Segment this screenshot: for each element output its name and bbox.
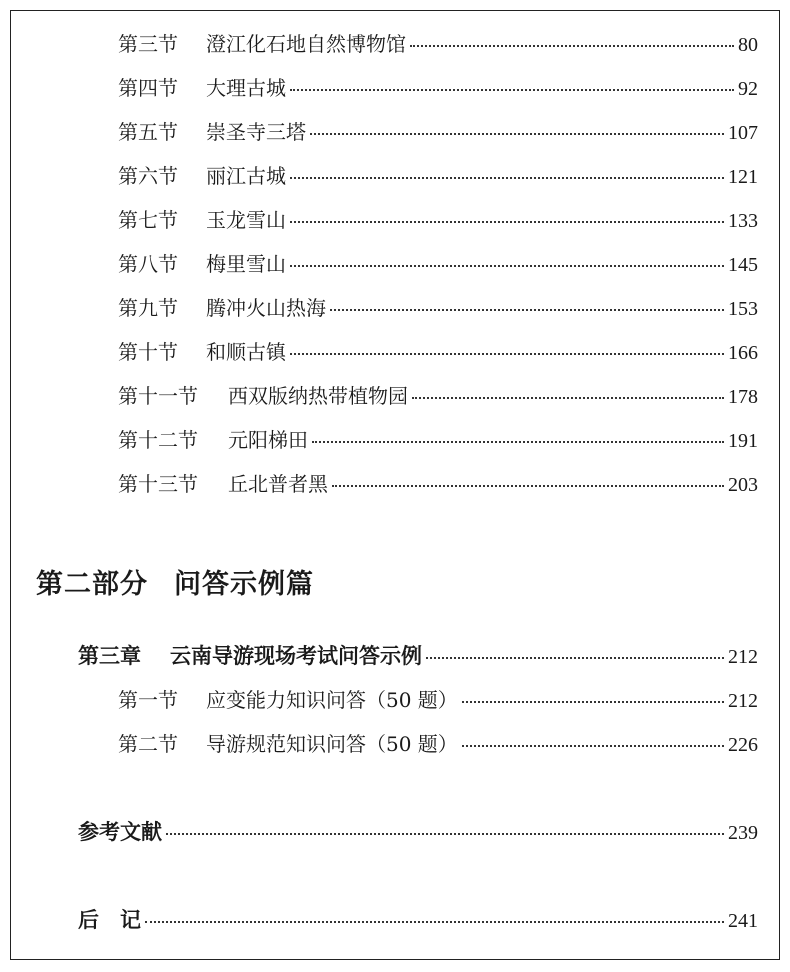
section-title: 应变能力知识问答（50 题）	[206, 688, 458, 712]
toc-entry[interactable]	[118, 468, 758, 497]
dot-leader	[426, 657, 724, 659]
section-title: 丘北普者黑	[228, 472, 328, 496]
section-label: 第八节	[118, 252, 178, 276]
part-label: 第二部分	[36, 569, 148, 600]
toc-entry[interactable]	[118, 72, 758, 101]
page-number: 241	[728, 910, 758, 932]
page-number: 92	[738, 78, 758, 100]
section-title: 腾冲火山热海	[206, 296, 326, 320]
page-number: 178	[728, 386, 758, 408]
dot-leader	[462, 701, 724, 703]
dot-leader	[145, 921, 724, 923]
dot-leader	[290, 89, 734, 91]
section-title: 丽江古城	[206, 164, 286, 188]
toc-entry[interactable]	[118, 728, 758, 757]
page-number: 145	[728, 254, 758, 276]
page-number: 80	[738, 34, 758, 56]
toc-chapter-entry[interactable]	[78, 640, 758, 670]
dot-leader	[412, 397, 724, 399]
dot-leader	[462, 745, 724, 747]
dot-leader	[290, 221, 724, 223]
section-label: 第二节	[118, 732, 178, 756]
dot-leader	[410, 45, 734, 47]
toc-entry[interactable]	[118, 116, 758, 145]
toc-entry[interactable]	[118, 336, 758, 365]
toc-entry[interactable]	[118, 380, 758, 409]
toc-references-entry[interactable]	[78, 816, 758, 846]
toc-entry[interactable]	[118, 248, 758, 277]
page-number: 212	[728, 690, 758, 712]
page-number: 191	[728, 430, 758, 452]
section-title: 元阳梯田	[228, 428, 308, 452]
toc-entry[interactable]	[118, 684, 758, 713]
dot-leader	[310, 133, 724, 135]
dot-leader	[166, 833, 724, 835]
page-number: 166	[728, 342, 758, 364]
chapter-label: 第三章	[78, 643, 141, 668]
page-number: 203	[728, 474, 758, 496]
section-label: 第五节	[118, 120, 178, 144]
page-number: 239	[728, 822, 758, 844]
dot-leader	[332, 485, 724, 487]
section-title: 导游规范知识问答（50 题）	[206, 732, 458, 756]
section-label: 第一节	[118, 688, 178, 712]
section-title: 大理古城	[206, 76, 286, 100]
dot-leader	[290, 265, 724, 267]
section-label: 第十二节	[118, 428, 198, 452]
page-number: 226	[728, 734, 758, 756]
dot-leader	[290, 353, 724, 355]
section-title: 和顺古镇	[206, 340, 286, 364]
page-number: 153	[728, 298, 758, 320]
toc-entry[interactable]	[118, 160, 758, 189]
section-label: 第九节	[118, 296, 178, 320]
section-title: 崇圣寺三塔	[206, 120, 306, 144]
toc-entry[interactable]	[118, 424, 758, 453]
section-title: 澄江化石地自然博物馆	[206, 32, 406, 56]
part-heading	[36, 562, 314, 601]
references-title: 参考文献	[78, 819, 162, 844]
toc-afterword-entry[interactable]	[78, 904, 758, 934]
section-label: 第七节	[118, 208, 178, 232]
dot-leader	[312, 441, 724, 443]
section-title: 玉龙雪山	[206, 208, 286, 232]
section-title: 梅里雪山	[206, 252, 286, 276]
section-label: 第十节	[118, 340, 178, 364]
dot-leader	[330, 309, 724, 311]
page-number: 133	[728, 210, 758, 232]
toc-entry[interactable]	[118, 292, 758, 321]
chapter-title: 云南导游现场考试问答示例	[170, 643, 422, 668]
toc-entry[interactable]	[118, 204, 758, 233]
page-number: 121	[728, 166, 758, 188]
section-label: 第四节	[118, 76, 178, 100]
section-label: 第十三节	[118, 472, 198, 496]
afterword-title: 后 记	[78, 907, 141, 932]
page-number: 212	[728, 646, 758, 668]
section-label: 第三节	[118, 32, 178, 56]
part-title: 问答示例篇	[174, 569, 314, 600]
section-label: 第十一节	[118, 384, 198, 408]
toc-entry[interactable]	[118, 28, 758, 57]
section-title: 西双版纳热带植物园	[228, 384, 408, 408]
section-label: 第六节	[118, 164, 178, 188]
page-number: 107	[728, 122, 758, 144]
dot-leader	[290, 177, 724, 179]
